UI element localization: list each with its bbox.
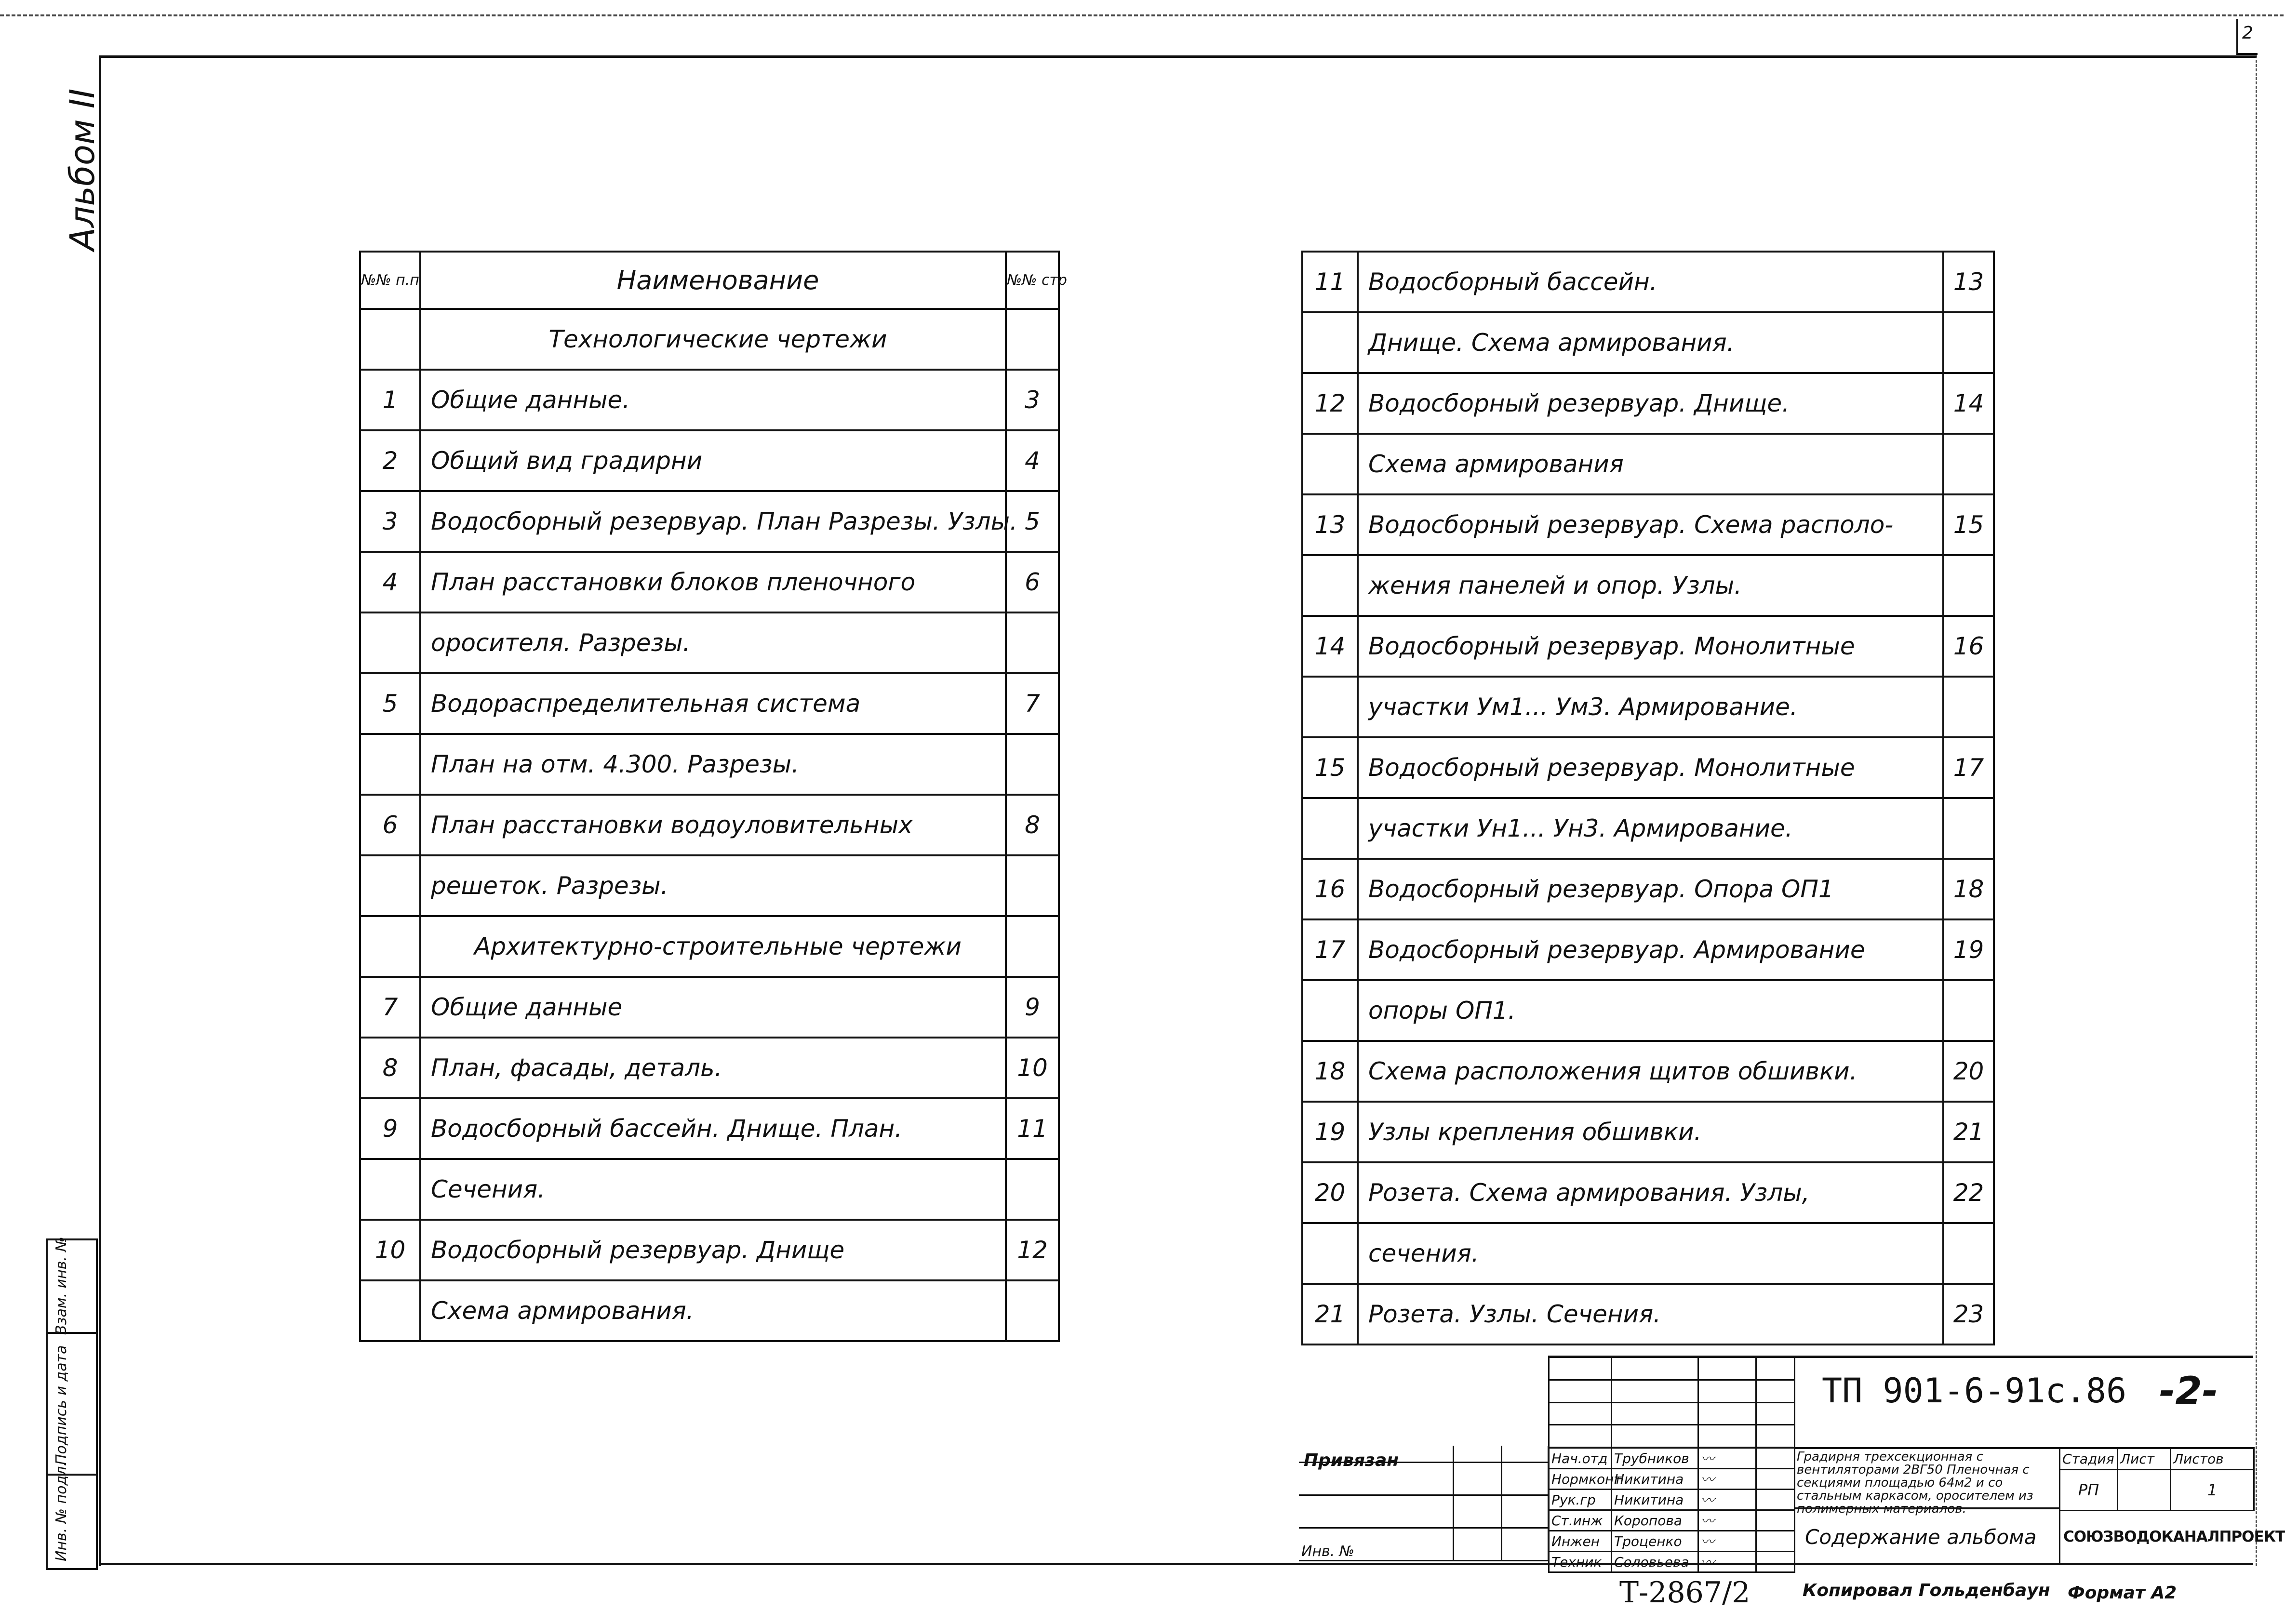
row-name: Схема армирования <box>1358 434 1943 494</box>
row-page <box>1006 309 1059 370</box>
toc-row <box>1302 1284 1994 1344</box>
row-name: Водосборный резервуар. Опора ОП1 <box>1358 859 1943 919</box>
toc-row <box>1302 980 1994 1041</box>
row-page: 3 <box>1006 370 1059 430</box>
row-name: План, фасады, деталь. <box>420 1038 1006 1098</box>
row-name: решеток. Разрезы. <box>420 855 1006 916</box>
signer-name: Троценко <box>1612 1531 1698 1552</box>
row-page <box>1006 1280 1059 1341</box>
toc-row <box>360 673 1059 734</box>
toc-row <box>360 977 1059 1038</box>
row-num <box>360 734 420 795</box>
row-name: Днище. Схема армирования. <box>1358 312 1943 373</box>
paper-format: Формат А2 <box>2068 1583 2177 1603</box>
row-name: План на отм. 4.300. Разрезы. <box>420 734 1006 795</box>
row-num: 9 <box>360 1098 420 1159</box>
toc-row <box>1302 434 1994 494</box>
row-page: 21 <box>1943 1102 1994 1162</box>
signer-name: Коропова <box>1612 1510 1698 1531</box>
row-name: Водораспределительная система <box>420 673 1006 734</box>
doc-code: ТП 901-6-91с.86 <box>1822 1371 2127 1411</box>
section-title: Технологические чертежи <box>420 309 1006 370</box>
toc-row <box>1302 859 1994 919</box>
row-name: Схема расположения щитов обшивки. <box>1358 1041 1943 1102</box>
stage-label: Стадия <box>2060 1448 2118 1470</box>
stamp-bottom-border <box>99 1563 2253 1565</box>
row-name: Розета. Узлы. Сечения. <box>1358 1284 1943 1344</box>
row-page <box>1943 555 1994 616</box>
signer-signature: 〰 <box>1698 1531 1756 1552</box>
row-num: 17 <box>1302 919 1358 980</box>
signer-date <box>1756 1510 1795 1531</box>
signer-role: Инжен <box>1549 1531 1612 1552</box>
row-name: Водосборный бассейн. Днище. План. <box>420 1098 1006 1159</box>
toc-row <box>360 370 1059 430</box>
signer-signature: 〰 <box>1698 1448 1756 1469</box>
toc-row <box>1302 312 1994 373</box>
row-name: Общие данные. <box>420 370 1006 430</box>
toc-row <box>1302 252 1994 312</box>
sheet-top-edge <box>0 14 2284 16</box>
row-num: 5 <box>360 673 420 734</box>
toc-row <box>1302 494 1994 555</box>
row-page: 9 <box>1006 977 1059 1038</box>
project-description: Градирня трехсекционная с вентиляторами 2ВГ50 Пленочная с секциями площадью 64м2 и со стальным каркасом, оросителем из полимерных материалов. <box>1797 1450 2033 1516</box>
order-number: Т-2867/2 <box>1619 1576 1750 1610</box>
row-page <box>1006 916 1059 977</box>
row-page: 22 <box>1943 1162 1994 1223</box>
toc-row <box>360 1159 1059 1220</box>
row-page <box>1943 798 1994 859</box>
sheet-label: Лист <box>2118 1448 2171 1470</box>
row-num: 20 <box>1302 1162 1358 1223</box>
toc-row <box>1302 616 1994 677</box>
toc-row <box>1302 555 1994 616</box>
row-num <box>360 309 420 370</box>
sheets-value: 1 <box>2171 1470 2254 1511</box>
row-num <box>1302 677 1358 737</box>
row-name: жения панелей и опор. Узлы. <box>1358 555 1943 616</box>
row-num: 19 <box>1302 1102 1358 1162</box>
row-page <box>1006 1159 1059 1220</box>
row-num <box>1302 555 1358 616</box>
row-page: 8 <box>1006 795 1059 855</box>
row-page <box>1943 434 1994 494</box>
row-page: 13 <box>1943 252 1994 312</box>
row-num <box>1302 434 1358 494</box>
toc-row <box>360 855 1059 916</box>
corner-sheet-box <box>2236 19 2258 55</box>
row-num: 16 <box>1302 859 1358 919</box>
signer-signature: 〰 <box>1698 1552 1756 1572</box>
privyazan-label: Привязан <box>1304 1451 1399 1470</box>
row-page <box>1006 612 1059 673</box>
row-num: 12 <box>1302 373 1358 434</box>
row-name: Водосборный резервуар. Днище. <box>1358 373 1943 434</box>
row-name: опоры ОП1. <box>1358 980 1943 1041</box>
sheet-mark: -2- <box>2159 1369 2218 1413</box>
toc-row <box>1302 1102 1994 1162</box>
toc-row <box>1302 1162 1994 1223</box>
toc-row <box>1302 373 1994 434</box>
signer-signature: 〰 <box>1698 1490 1756 1510</box>
row-name: Общий вид градирни <box>420 430 1006 491</box>
row-num: 1 <box>360 370 420 430</box>
row-page: 6 <box>1006 552 1059 612</box>
toc-row <box>360 734 1059 795</box>
toc-row <box>360 1038 1059 1098</box>
row-name: участки Ун1... Ун3. Армирование. <box>1358 798 1943 859</box>
row-page: 19 <box>1943 919 1994 980</box>
sheet-value <box>2118 1470 2171 1511</box>
row-page: 18 <box>1943 859 1994 919</box>
toc-left-table <box>359 251 1067 1342</box>
row-page <box>1943 677 1994 737</box>
row-name: Сечения. <box>420 1159 1006 1220</box>
row-page: 16 <box>1943 616 1994 677</box>
row-name: оросителя. Разрезы. <box>420 612 1006 673</box>
signer-date <box>1756 1469 1795 1490</box>
row-num <box>360 855 420 916</box>
toc-row <box>360 1220 1059 1280</box>
row-num: 14 <box>1302 616 1358 677</box>
toc-row <box>360 309 1059 370</box>
signer-name: Трубников <box>1612 1448 1698 1469</box>
row-name: Водосборный бассейн. <box>1358 252 1943 312</box>
corner-sheet-number: 2 <box>2242 23 2253 43</box>
stamp-revision-grid <box>1548 1357 1795 1448</box>
row-num: 13 <box>1302 494 1358 555</box>
signer-row <box>1549 1469 1795 1490</box>
stage-value: РП <box>2060 1470 2118 1511</box>
signer-row <box>1549 1552 1795 1572</box>
toc-row <box>1302 677 1994 737</box>
row-name: Водосборный резервуар. Днище <box>420 1220 1006 1280</box>
row-name: Водосборный резервуар. План Разрезы. Узлы. <box>420 491 1006 552</box>
toc-right-table <box>1301 251 1995 1345</box>
row-name: План расстановки блоков пленочного <box>420 552 1006 612</box>
signer-row <box>1549 1510 1795 1531</box>
row-num: 8 <box>360 1038 420 1098</box>
toc-row <box>360 612 1059 673</box>
row-page: 4 <box>1006 430 1059 491</box>
signer-name: Никитина <box>1612 1469 1698 1490</box>
signer-signature: 〰 <box>1698 1510 1756 1531</box>
row-name: участки Ум1... Ум3. Армирование. <box>1358 677 1943 737</box>
row-page: 5 <box>1006 491 1059 552</box>
signer-role: Техник <box>1549 1552 1612 1572</box>
row-num: 7 <box>360 977 420 1038</box>
toc-row <box>360 430 1059 491</box>
sheets-label: Листов <box>2171 1448 2254 1470</box>
row-num: 21 <box>1302 1284 1358 1344</box>
row-page <box>1006 734 1059 795</box>
row-name: Водосборный резервуар. Армирование <box>1358 919 1943 980</box>
row-page: 23 <box>1943 1284 1994 1344</box>
signer-role: Нормконт <box>1549 1469 1612 1490</box>
copied-by: Копировал Гольденбаун <box>1803 1581 2050 1600</box>
row-num <box>1302 798 1358 859</box>
row-page: 12 <box>1006 1220 1059 1280</box>
row-num <box>1302 312 1358 373</box>
stage-table <box>2059 1447 2255 1511</box>
toc-row <box>1302 1041 1994 1102</box>
signer-date <box>1756 1448 1795 1469</box>
row-page: 15 <box>1943 494 1994 555</box>
toc-row <box>360 795 1059 855</box>
row-name: Розета. Схема армирования. Узлы, <box>1358 1162 1943 1223</box>
signer-role: Ст.инж <box>1549 1510 1612 1531</box>
section-title: Архитектурно-строительные чертежи <box>420 916 1006 977</box>
org-name: СОЮЗВОДОКАНАЛПРОЕКТ <box>2063 1528 2285 1545</box>
signer-name: Соловьева <box>1612 1552 1698 1572</box>
sheet-title: Содержание альбома <box>1805 1525 2037 1549</box>
signer-row <box>1549 1448 1795 1469</box>
signer-date <box>1756 1531 1795 1552</box>
header-num: №№ п.п <box>360 252 420 309</box>
row-num: 4 <box>360 552 420 612</box>
row-num: 18 <box>1302 1041 1358 1102</box>
toc-row <box>360 916 1059 977</box>
toc-row <box>1302 798 1994 859</box>
row-name: Общие данные <box>420 977 1006 1038</box>
row-name: сечения. <box>1358 1223 1943 1284</box>
description-divider <box>1794 1507 2059 1509</box>
row-page <box>1006 855 1059 916</box>
row-page <box>1943 312 1994 373</box>
inv-no-label: Инв. № <box>1301 1543 1355 1560</box>
toc-row <box>360 1098 1059 1159</box>
row-page: 10 <box>1006 1038 1059 1098</box>
row-num <box>360 916 420 977</box>
row-num <box>360 612 420 673</box>
signer-role: Нач.отд <box>1549 1448 1612 1469</box>
row-num: 15 <box>1302 737 1358 798</box>
side-label-inv-orig: Инв. № подл. <box>53 1462 70 1561</box>
side-label-signature-date: Подпись и дата <box>53 1345 70 1465</box>
row-page <box>1943 980 1994 1041</box>
row-name: Водосборный резервуар. Монолитные <box>1358 737 1943 798</box>
row-num: 6 <box>360 795 420 855</box>
row-num <box>360 1280 420 1341</box>
row-num <box>360 1159 420 1220</box>
signer-role: Рук.гр <box>1549 1490 1612 1510</box>
signer-row <box>1549 1490 1795 1510</box>
row-name: План расстановки водоуловительных <box>420 795 1006 855</box>
header-page: №№ стр <box>1006 252 1059 309</box>
toc-row <box>1302 1223 1994 1284</box>
toc-row <box>360 1280 1059 1341</box>
row-page: 11 <box>1006 1098 1059 1159</box>
row-num: 2 <box>360 430 420 491</box>
toc-row <box>1302 737 1994 798</box>
row-page: 17 <box>1943 737 1994 798</box>
row-name: Водосборный резервуар. Схема располо- <box>1358 494 1943 555</box>
toc-row <box>360 552 1059 612</box>
row-page <box>1943 1223 1994 1284</box>
signer-row <box>1549 1531 1795 1552</box>
row-page: 7 <box>1006 673 1059 734</box>
signer-name: Никитина <box>1612 1490 1698 1510</box>
toc-row <box>1302 919 1994 980</box>
toc-row <box>360 491 1059 552</box>
signer-signature: 〰 <box>1698 1469 1756 1490</box>
signer-date <box>1756 1552 1795 1572</box>
row-name: Узлы крепления обшивки. <box>1358 1102 1943 1162</box>
row-num: 11 <box>1302 252 1358 312</box>
row-page: 20 <box>1943 1041 1994 1102</box>
row-num: 3 <box>360 491 420 552</box>
row-name: Водосборный резервуар. Монолитные <box>1358 616 1943 677</box>
side-label-replace-inv: Взам. инв. № <box>53 1237 70 1335</box>
signer-date <box>1756 1490 1795 1510</box>
header-name: Наименование <box>420 252 1006 309</box>
signers-table <box>1548 1447 1795 1573</box>
row-page: 14 <box>1943 373 1994 434</box>
album-label: Альбом II <box>63 88 102 251</box>
row-num <box>1302 980 1358 1041</box>
org-cell <box>2059 1510 2285 1563</box>
stamp-top-border <box>1548 1356 2253 1358</box>
toc-left-header-row <box>360 252 1059 309</box>
row-num <box>1302 1223 1358 1284</box>
row-name: Схема армирования. <box>420 1280 1006 1341</box>
row-num: 10 <box>360 1220 420 1280</box>
